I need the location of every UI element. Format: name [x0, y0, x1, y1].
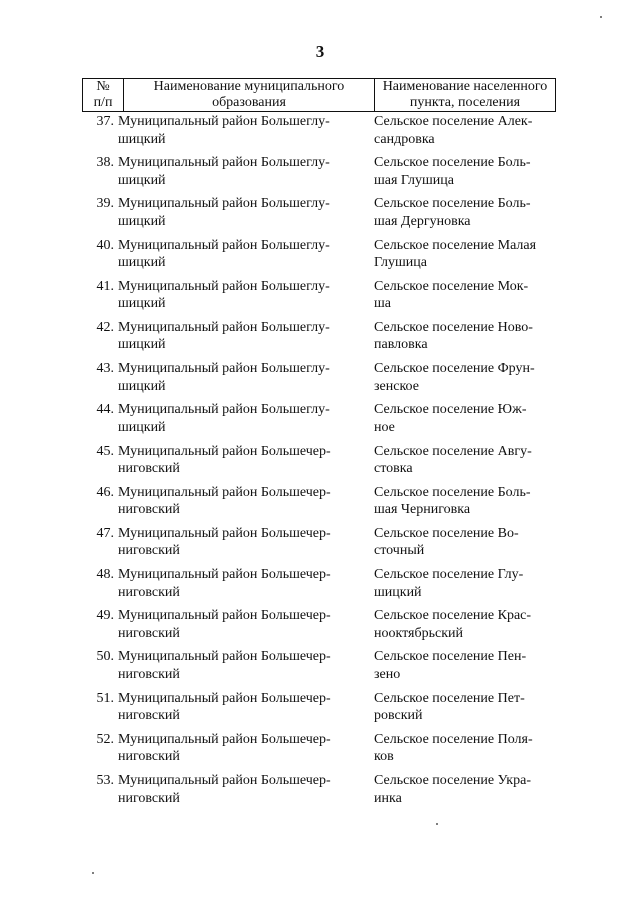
settlement-text: Сельское поселение Во-: [374, 525, 519, 541]
header-settlement-line-1: Наименование населенного: [382, 79, 548, 94]
municipality-text: Муниципальный район Большечер-: [118, 690, 331, 706]
header-num-line-2: п/п: [93, 95, 113, 110]
table-row: [82, 401, 556, 442]
settlement-text: шая Черниговка: [374, 502, 471, 518]
settlement-cell: [374, 237, 556, 278]
municipality-text: Муниципальный район Большеглу-: [118, 278, 330, 294]
municipality-text: ниговский: [118, 708, 180, 724]
table-row: [82, 443, 556, 484]
settlement-cell: [374, 772, 556, 813]
table-row: [82, 525, 556, 566]
header-num-line-1: №: [96, 79, 110, 94]
municipality-text: Муниципальный район Большечер-: [118, 484, 331, 500]
settlement-text: Сельское поселение Боль-: [374, 155, 531, 171]
settlement-text: Сельское поселение Авгу-: [374, 443, 532, 459]
settlement-cell: [374, 113, 556, 154]
table-row: [82, 360, 556, 401]
settlement-text: нооктябрьский: [374, 625, 463, 641]
header-settlement-line-2: пункта, поселения: [409, 95, 521, 110]
row-number: 37.: [96, 114, 114, 129]
settlement-text: Сельское поселение Мок-: [374, 278, 529, 294]
row-number: 53.: [96, 773, 114, 788]
municipality-cell: [118, 484, 374, 525]
municipality-text: Муниципальный район Большеглу-: [118, 114, 330, 129]
table-header: [82, 78, 556, 112]
row-number: 43.: [96, 361, 114, 377]
row-number: 41.: [96, 278, 114, 294]
municipality-text: Муниципальный район Большеглу-: [118, 402, 330, 418]
municipality-text: ниговский: [118, 666, 180, 682]
scan-speck: [92, 872, 94, 874]
municipality-text: Муниципальный район Большеглу-: [118, 319, 330, 335]
table-row: [82, 154, 556, 195]
header-num-cell: [83, 79, 124, 112]
municipality-text: шицкий: [118, 337, 166, 353]
municipality-text: шицкий: [118, 419, 166, 435]
row-number: 42.: [96, 319, 114, 335]
municipality-text: Муниципальный район Большеглу-: [118, 237, 330, 253]
municipality-cell: [118, 195, 374, 236]
municipality-cell: [118, 401, 374, 442]
municipality-cell: [118, 772, 374, 813]
settlement-text: инка: [374, 790, 402, 806]
table-row: [82, 772, 556, 813]
municipality-text: шицкий: [118, 213, 166, 229]
municipality-text: ниговский: [118, 749, 180, 765]
municipality-text: Муниципальный район Большеглу-: [118, 155, 330, 171]
table-row: [82, 690, 556, 731]
settlement-text: павловка: [374, 337, 428, 353]
settlement-text: зенское: [374, 378, 419, 394]
settlement-text: Глушица: [374, 255, 428, 271]
settlement-text: Сельское поселение Боль-: [374, 196, 531, 212]
settlement-text: ков: [374, 749, 394, 765]
table-body: [82, 113, 556, 813]
settlement-text: стовка: [374, 461, 413, 476]
row-number: 51.: [96, 690, 114, 706]
municipality-cell: [118, 607, 374, 648]
municipality-text: Муниципальный район Большечер-: [118, 649, 331, 665]
municipality-cell: [118, 690, 374, 731]
settlement-text: шицкий: [374, 584, 422, 600]
table-row: [82, 278, 556, 319]
settlement-text: ровский: [374, 708, 423, 724]
table-row: [82, 484, 556, 525]
page-number: 3: [315, 42, 325, 61]
row-number: 46.: [96, 484, 114, 500]
municipality-text: ниговский: [118, 584, 180, 600]
settlement-text: Сельское поселение Алек-: [374, 114, 533, 129]
settlement-text: Сельское поселение Юж-: [374, 402, 527, 418]
settlement-cell: [374, 278, 556, 319]
scan-speck: [600, 16, 602, 18]
municipality-cell: [118, 525, 374, 566]
settlement-text: ша: [374, 296, 391, 312]
municipality-text: шицкий: [118, 296, 166, 312]
municipality-text: Муниципальный район Большечер-: [118, 443, 331, 459]
row-number: 52.: [96, 731, 114, 747]
row-number: 48.: [96, 567, 114, 583]
municipality-text: ниговский: [118, 790, 180, 806]
municipality-cell: [118, 278, 374, 319]
settlement-text: Сельское поселение Пен-: [374, 649, 527, 665]
table-row: [82, 113, 556, 154]
row-number: 40.: [96, 237, 114, 253]
settlement-cell: [374, 319, 556, 360]
municipality-cell: [118, 154, 374, 195]
municipality-text: шицкий: [118, 378, 166, 394]
settlement-cell: [374, 690, 556, 731]
row-number: 47.: [96, 525, 114, 541]
settlement-text: Сельское поселение Глу-: [374, 567, 524, 583]
settlement-cell: [374, 401, 556, 442]
table-row: [82, 607, 556, 648]
settlement-cell: [374, 484, 556, 525]
municipality-cell: [118, 113, 374, 154]
row-number: 39.: [96, 196, 114, 212]
municipality-text: Муниципальный район Большеглу-: [118, 196, 330, 212]
settlement-text: Сельское поселение Пет-: [374, 690, 525, 706]
settlement-text: сандровка: [374, 131, 435, 147]
settlement-text: зено: [374, 666, 401, 682]
table-row: [82, 237, 556, 278]
header-settlement-cell: [375, 79, 556, 112]
settlement-text: Сельское поселение Укра-: [374, 773, 531, 788]
municipality-cell: [118, 566, 374, 607]
header-municipality-cell: [124, 79, 375, 112]
header-municipality-line-2: образования: [212, 95, 286, 110]
table-row: [82, 648, 556, 689]
municipality-text: Муниципальный район Большечер-: [118, 608, 331, 624]
municipality-text: Муниципальный район Большеглу-: [118, 361, 330, 377]
municipality-cell: [118, 360, 374, 401]
settlement-cell: [374, 731, 556, 772]
table-row: [82, 566, 556, 607]
settlement-cell: [374, 566, 556, 607]
municipality-cell: [118, 648, 374, 689]
row-number: 50.: [96, 649, 114, 665]
municipality-text: Муниципальный район Большечер-: [118, 567, 331, 583]
table-row: [82, 731, 556, 772]
municipality-text: ниговский: [118, 543, 180, 559]
municipality-text: Муниципальный район Большечер-: [118, 731, 331, 747]
header-municipality-line-1: Наименование муниципального: [153, 79, 345, 94]
settlement-text: шая Дергуновка: [374, 213, 471, 229]
municipality-text: ниговский: [118, 461, 180, 476]
scan-speck: [436, 823, 438, 825]
settlement-cell: [374, 443, 556, 484]
settlement-text: ное: [374, 419, 395, 435]
table-row: [82, 195, 556, 236]
municipality-text: шицкий: [118, 255, 166, 271]
settlement-text: шая Глушица: [374, 172, 454, 188]
municipality-cell: [118, 319, 374, 360]
settlement-text: Сельское поселение Боль-: [374, 484, 531, 500]
settlement-cell: [374, 607, 556, 648]
row-number: 44.: [96, 402, 114, 418]
municipality-text: ниговский: [118, 502, 180, 518]
municipality-cell: [118, 237, 374, 278]
settlement-cell: [374, 648, 556, 689]
table-row: [82, 319, 556, 360]
settlement-text: Сельское поселение Ново-: [374, 319, 533, 335]
settlement-text: Сельское поселение Крас-: [374, 608, 532, 624]
row-number: 49.: [96, 608, 114, 624]
settlement-cell: [374, 195, 556, 236]
settlement-text: Сельское поселение Фрун-: [374, 361, 535, 377]
settlement-text: Сельское поселение Малая: [374, 237, 537, 253]
settlement-cell: [374, 525, 556, 566]
row-number: 38.: [96, 155, 114, 171]
row-number: 45.: [96, 443, 114, 459]
settlement-text: Сельское поселение Поля-: [374, 731, 533, 747]
municipality-cell: [118, 443, 374, 484]
settlement-cell: [374, 154, 556, 195]
settlement-text: сточный: [374, 543, 425, 559]
municipality-text: Муниципальный район Большечер-: [118, 773, 331, 788]
municipality-text: шицкий: [118, 131, 166, 147]
municipality-text: Муниципальный район Большечер-: [118, 525, 331, 541]
municipality-text: ниговский: [118, 625, 180, 641]
municipality-cell: [118, 731, 374, 772]
settlement-cell: [374, 360, 556, 401]
municipality-text: шицкий: [118, 172, 166, 188]
